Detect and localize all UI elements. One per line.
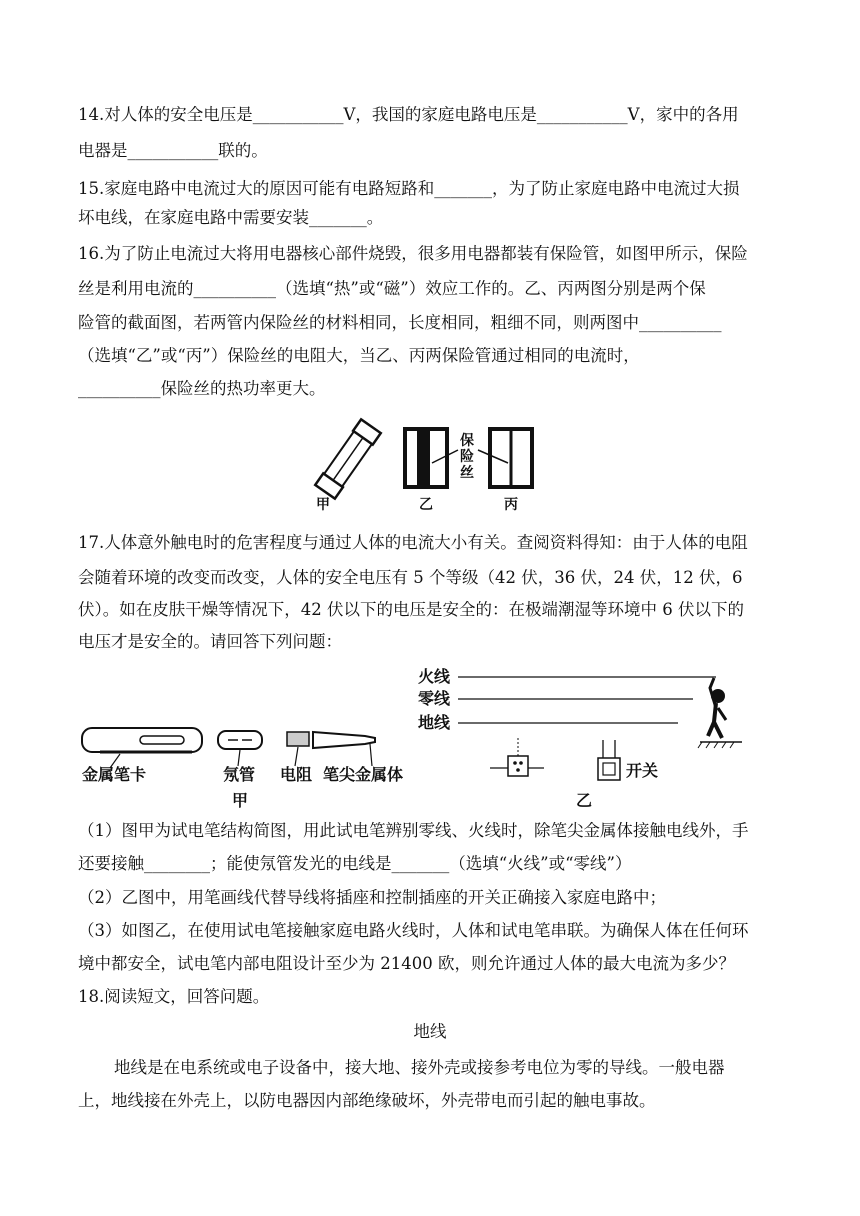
- q15-line-2: 坏电线，在家庭电路中需要安装_______。: [78, 208, 384, 227]
- ground-wire-label: 地线: [418, 713, 451, 732]
- q16-line-3: 险管的截面图，若两管内保险丝的材料相同，长度相同，粗细不同，则两图中__________: [78, 313, 722, 332]
- metal-clip-label: 金属笔卡: [82, 765, 147, 784]
- q16-line-2: 丝是利用电流的__________（选填“热”或“磁”）效应工作的。乙、丙两图分别是两个保: [78, 279, 706, 298]
- fuse-figure: [300, 415, 540, 515]
- q16-line-4: （选填“乙”或“丙”）保险丝的电阻大，当乙、丙两保险管通过相同的电流时，: [78, 346, 640, 365]
- q18-intro: 18.阅读短文，回答问题。: [78, 987, 270, 1006]
- pen-figure-label-jia: 甲: [232, 791, 249, 810]
- q15-line-1: 15.家庭电路中电流过大的原因可能有电路短路和_______，为了防止家庭电路中电流过大损: [78, 179, 740, 198]
- neutral-wire-label: 零线: [418, 689, 451, 708]
- q17-line-3: 伏）。如在皮肤干燥等情况下，42 伏以下的电压是安全的：在极端潮湿等环境中 6 伏以下的: [78, 600, 744, 619]
- fuse-label-jia: 甲: [316, 497, 330, 513]
- q17-sub2: （2）乙图中，用笔画线代替导线将插座和控制插座的开关正确接入家庭电路中；: [78, 888, 666, 907]
- q17-sub1-line-1: （1）图甲为试电笔结构简图，用此试电笔辨别零线、火线时，除笔尖金属体接触电线外，手: [78, 821, 749, 840]
- circuit-figure-label-yi: 乙: [576, 791, 593, 810]
- q17-line-1: 17.人体意外触电时的危害程度与通过人体的电流大小有关。查阅资料得知：由于人体的电阻: [78, 533, 748, 552]
- fuse-tube-drawing: [315, 419, 381, 498]
- resistor-label: 电阻: [280, 765, 313, 784]
- q17-line-4: 电压才是安全的。请回答下列问题：: [78, 632, 342, 651]
- fuse-wire-label-2: 险: [460, 449, 474, 465]
- tip-label: 笔尖金属体: [323, 765, 404, 784]
- q14-line-2: 电器是___________联的。: [78, 141, 268, 160]
- circuit-figure: [418, 660, 758, 810]
- passage-title: 地线: [413, 1022, 447, 1041]
- neon-tube-drawing: [218, 731, 262, 749]
- neon-tube-label: 氖管: [223, 765, 256, 784]
- test-pen-figure: [80, 720, 420, 810]
- live-wire-label: 火线: [418, 667, 451, 686]
- passage-line-1: 地线是在电系统或电子设备中，接大地、接外壳或接参考电位为零的导线。一般电器: [114, 1058, 725, 1077]
- person-drawing: [698, 678, 742, 748]
- switch-icon: [598, 740, 620, 780]
- q14-line-1: 14.对人体的安全电压是___________V，我国的家庭电路电压是___________V，家中的各用: [78, 105, 739, 124]
- q17-sub1-line-2: 还要接触________；能使氖管发光的电线是_______（选填“火线”或“零线”）: [78, 854, 632, 873]
- fuse-label-yi: 乙: [419, 497, 433, 513]
- fuse-wire-label-1: 保: [460, 433, 474, 449]
- q17-sub3-line-1: （3）如图乙，在使用试电笔接触家庭电路火线时，人体和试电笔串联。为确保人体在任何环: [78, 921, 749, 940]
- switch-label: 开关: [626, 761, 659, 780]
- q17-sub3-line-2: 境中都安全，试电笔内部电阻设计至少为 21400 欧，则允许通过人体的最大电流为多少？: [78, 954, 735, 973]
- fuse-wire-label-3: 丝: [460, 465, 474, 481]
- q17-line-2: 会随着环境的改变而改变，人体的安全电压有 5 个等级（42 伏，36 伏，24 伏，12 伏，6: [78, 568, 743, 587]
- q16-line-1: 16.为了防止电流过大将用电器核心部件烧毁，很多用电器都装有保险管，如图甲所示，保险: [78, 244, 748, 263]
- fuse-label-bing: 丙: [504, 497, 518, 513]
- passage-line-2: 上，地线接在外壳上，以防电器因内部绝缘破坏，外壳带电而引起的触电事故。: [78, 1091, 656, 1110]
- socket-icon: [490, 738, 544, 776]
- q16-line-5: __________保险丝的热功率更大。: [78, 379, 326, 398]
